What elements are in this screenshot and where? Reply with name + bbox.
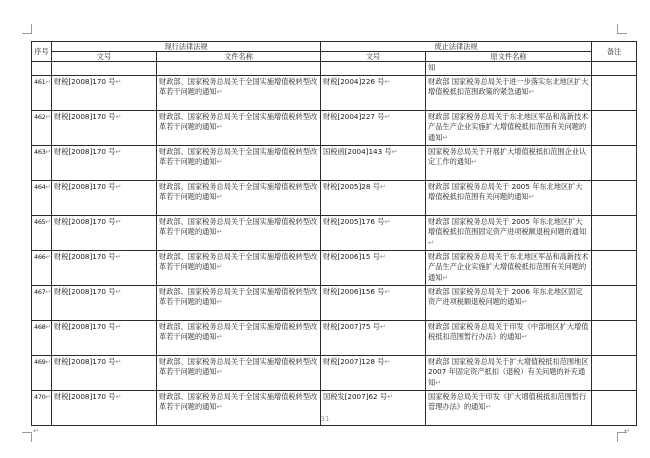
old-doc-no-cell: 财税[2005]176 号↵ [321,215,426,250]
current-doc-name-cell: 财政部、国家税务总局关于全国实施增值税转型改革若干问题的通知↵ [157,320,321,355]
paragraph-mark: ↵ [45,217,51,226]
old-doc-no-cell: 财税[2007]75 号↵ [321,320,426,355]
table-row [32,145,637,180]
old-doc-no-cell: 国税函[2004]143 号↵ [321,145,426,180]
paragraph-mark: ↵ [624,427,630,435]
paragraph-mark: ↵ [216,332,223,341]
paragraph-mark: ↵ [384,286,391,296]
paragraph-mark: ↵ [115,111,122,121]
current-doc-no-cell: 财税[2008]170 号↵ [52,390,157,425]
paragraph-mark: ↵ [216,157,223,166]
remark-cell [592,355,637,390]
seq-cell: 470↵ [32,390,52,425]
old-doc-no-cell: 财税[2006]15 号↵ [321,250,426,285]
current-doc-no-cell: 财税[2008]170 号↵ [52,320,157,355]
remark-cell [592,320,637,355]
remark-header: 备注 [592,42,637,62]
remark-cell [592,250,637,285]
paragraph-mark: ↵ [45,322,51,331]
paragraph-mark: ↵ [442,132,449,142]
paragraph-mark: ↵ [471,157,478,166]
paragraph-mark: ↵ [45,77,51,86]
remark-cell [592,215,637,250]
current-doc-no-cell: 财税[2008]170 号↵ [52,145,157,180]
crop-mark-top-left [22,24,32,34]
crop-mark-bottom-left [22,432,32,442]
continuation-text: 知 [426,62,592,76]
table-row [32,215,637,250]
doc-no-header: 文号 [52,52,157,62]
current-doc-no-cell: 财税[2008]170 号↵ [52,180,157,215]
paragraph-mark: ↵ [521,332,528,341]
paragraph-mark: ↵ [45,252,51,261]
current-doc-name-cell: 财政部、国家税务总局关于全国实施增值税转型改革若干问题的通知↵ [157,355,321,390]
paragraph-mark: ↵ [115,181,122,191]
current-doc-no-cell: 财税[2008]170 号↵ [52,285,157,320]
paragraph-mark: ↵ [379,321,386,331]
header-row-2 [32,52,637,62]
paragraph-mark: ↵ [391,146,398,156]
paragraph-mark: ↵ [45,392,51,401]
paragraph-mark: ↵ [442,272,449,282]
paragraph-mark: ↵ [45,147,51,156]
page-number: 31 [320,415,330,423]
paragraph-mark: ↵ [528,192,535,201]
paragraph-mark: ↵ [45,112,51,121]
continuation-row [32,62,637,76]
current-doc-name-cell: 财政部、国家税务总局关于全国实施增值税转型改革若干问题的通知↵ [157,215,321,250]
seq-cell: 468↵ [32,320,52,355]
paragraph-mark: ↵ [115,146,122,156]
old-doc-name-cell: 国家税务总局关于印发《扩大增值税抵扣范围暂行管理办法》的通知↵ [426,390,592,425]
paragraph-mark: ↵ [115,356,122,366]
current-doc-no-cell: 财税[2008]170 号↵ [52,250,157,285]
table-row [32,180,637,215]
paragraph-mark: ↵ [384,111,391,121]
paragraph-mark: ↵ [216,192,223,201]
paragraph-mark: ↵ [384,216,391,226]
paragraph-mark: ↵ [216,227,223,236]
paragraph-mark: ↵ [45,357,51,366]
old-doc-no-cell: 财税[2007]128 号↵ [321,355,426,390]
seq-cell: 466↵ [32,250,52,285]
paragraph-mark: ↵ [216,87,223,96]
table-row [32,285,637,320]
old-doc-name-cell: 财政部 国家税务总局关于东北地区军品和高新技术产品生产企业实施扩大增值税抵扣范围有关问题的通知↵ [426,250,592,285]
paragraph-mark: ↵ [45,182,51,191]
table-row [32,250,637,285]
old-doc-name-cell: 财政部 国家税务总局关于 2005 年东北地区扩大增值税抵扣范围固定资产进项税额退税问题的通知↵ [426,215,592,250]
paragraph-mark: ↵ [216,402,223,411]
header-row-1 [32,42,637,52]
paragraph-mark: ↵ [216,122,223,131]
seq-cell: 467↵ [32,285,52,320]
seq-cell: 461↵ [32,75,52,110]
current-doc-no-cell: 财税[2008]170 号↵ [52,110,157,145]
paragraph-mark: ↵ [45,287,51,296]
old-doc-no-cell: 财税[2006]156 号↵ [321,285,426,320]
current-doc-name-cell: 财政部、国家税务总局关于全国实施增值税转型改革若干问题的通知↵ [157,180,321,215]
paragraph-mark: ↵ [379,251,386,261]
remark-cell [592,180,637,215]
seq-cell: 465↵ [32,215,52,250]
paragraph-mark: ↵ [521,297,528,306]
table-row [32,75,637,110]
paragraph-mark: ↵ [216,297,223,306]
paragraph-mark: ↵ [115,391,122,401]
current-doc-name-cell: 财政部、国家税务总局关于全国实施增值税转型改革若干问题的通知↵ [157,145,321,180]
seq-header: 序号 [32,42,52,62]
paragraph-mark: ↵ [428,237,435,247]
paragraph-mark: ↵ [115,286,122,296]
paragraph-mark: ↵ [216,262,223,271]
paragraph-mark: ↵ [384,356,391,366]
paragraph-mark: ↵ [387,391,394,401]
paragraph-mark: ↵ [115,216,122,226]
current-doc-name-cell: 财政部、国家税务总局关于全国实施增值税转型改革若干问题的通知↵ [157,110,321,145]
table-row [32,320,637,355]
old-doc-name-cell: 国家税务总局关于开展扩大增值税抵扣范围企业认定工作的通知↵ [426,145,592,180]
paragraph-mark: ↵ [115,251,122,261]
current-doc-name-cell: 财政部、国家税务总局关于全国实施增值税转型改革若干问题的通知↵ [157,285,321,320]
old-doc-name-cell: 财政部 国家税务总局关于 2005 年东北地区扩大增值税抵扣范围有关问题的通知↵ [426,180,592,215]
table-row [32,355,637,390]
old-doc-name-cell: 财政部 国家税务总局关于印发《中部地区扩大增值税抵扣范围暂行办法》的通知↵ [426,320,592,355]
remark-cell [592,110,637,145]
current-doc-no-cell: 财税[2008]170 号↵ [52,75,157,110]
remark-cell [592,285,637,320]
old-doc-no-cell: 财税[2004]226 号↵ [321,75,426,110]
paragraph-mark: ↵ [384,76,391,86]
paragraph-mark: ↵ [379,181,386,191]
seq-cell: 464↵ [32,180,52,215]
doc-name-header: 文件名称 [157,52,321,62]
old-doc-no-cell: 财税[2004]227 号↵ [321,110,426,145]
paragraph-mark: ↵ [33,427,39,435]
old-doc-name-cell: 财政部 国家税务总局关于进一步落实东北地区扩大增值税抵扣范围政策的紧急通知↵ [426,75,592,110]
remark-cell [592,75,637,110]
old-doc-no-header: 文号 [321,52,426,62]
laws-table [31,41,637,426]
current-doc-name-cell: 财政部、国家税务总局关于全国实施增值税转型改革若干问题的通知↵ [157,75,321,110]
remark-cell [592,145,637,180]
current-doc-name-cell: 财政部、国家税务总局关于全国实施增值税转型改革若干问题的通知↵ [157,390,321,425]
seq-cell: 462↵ [32,110,52,145]
paragraph-mark: ↵ [115,321,122,331]
paragraph-mark: ↵ [435,377,442,387]
crop-mark-top-right [617,24,627,34]
old-doc-no-cell: 国税发[2007]62 号↵ [321,390,426,425]
current-doc-no-cell: 财税[2008]170 号↵ [52,215,157,250]
old-doc-name-cell: 财政部 国家税务总局关于 2006 年东北地区固定资产进项税额退税问题的通知↵ [426,285,592,320]
current-doc-name-cell: 财政部、国家税务总局关于全国实施增值税转型改革若干问题的通知↵ [157,250,321,285]
old-doc-no-cell: 财税[2005]28 号↵ [321,180,426,215]
paragraph-mark: ↵ [485,402,492,411]
old-doc-name-header: 原文件名称 [426,52,592,62]
abolished-laws-header: 废止法律法规 [321,42,592,52]
current-doc-no-cell: 财税[2008]170 号↵ [52,355,157,390]
seq-cell: 469↵ [32,355,52,390]
paragraph-mark: ↵ [115,76,122,86]
current-laws-header: 现行法律法规 [52,42,321,52]
paragraph-mark: ↵ [216,367,223,376]
table-row [32,110,637,145]
old-doc-name-cell: 财政部 国家税务总局关于东北地区军品和高新技术产品生产企业实施扩大增值税抵扣范围有关问题的通知↵ [426,110,592,145]
seq-cell: 463↵ [32,145,52,180]
paragraph-mark: ↵ [528,87,535,96]
old-doc-name-cell: 财政部 国家税务总局关于扩大增值税抵扣范围地区 2007 年固定资产抵扣（退税）有关问题的补充通知↵ [426,355,592,390]
